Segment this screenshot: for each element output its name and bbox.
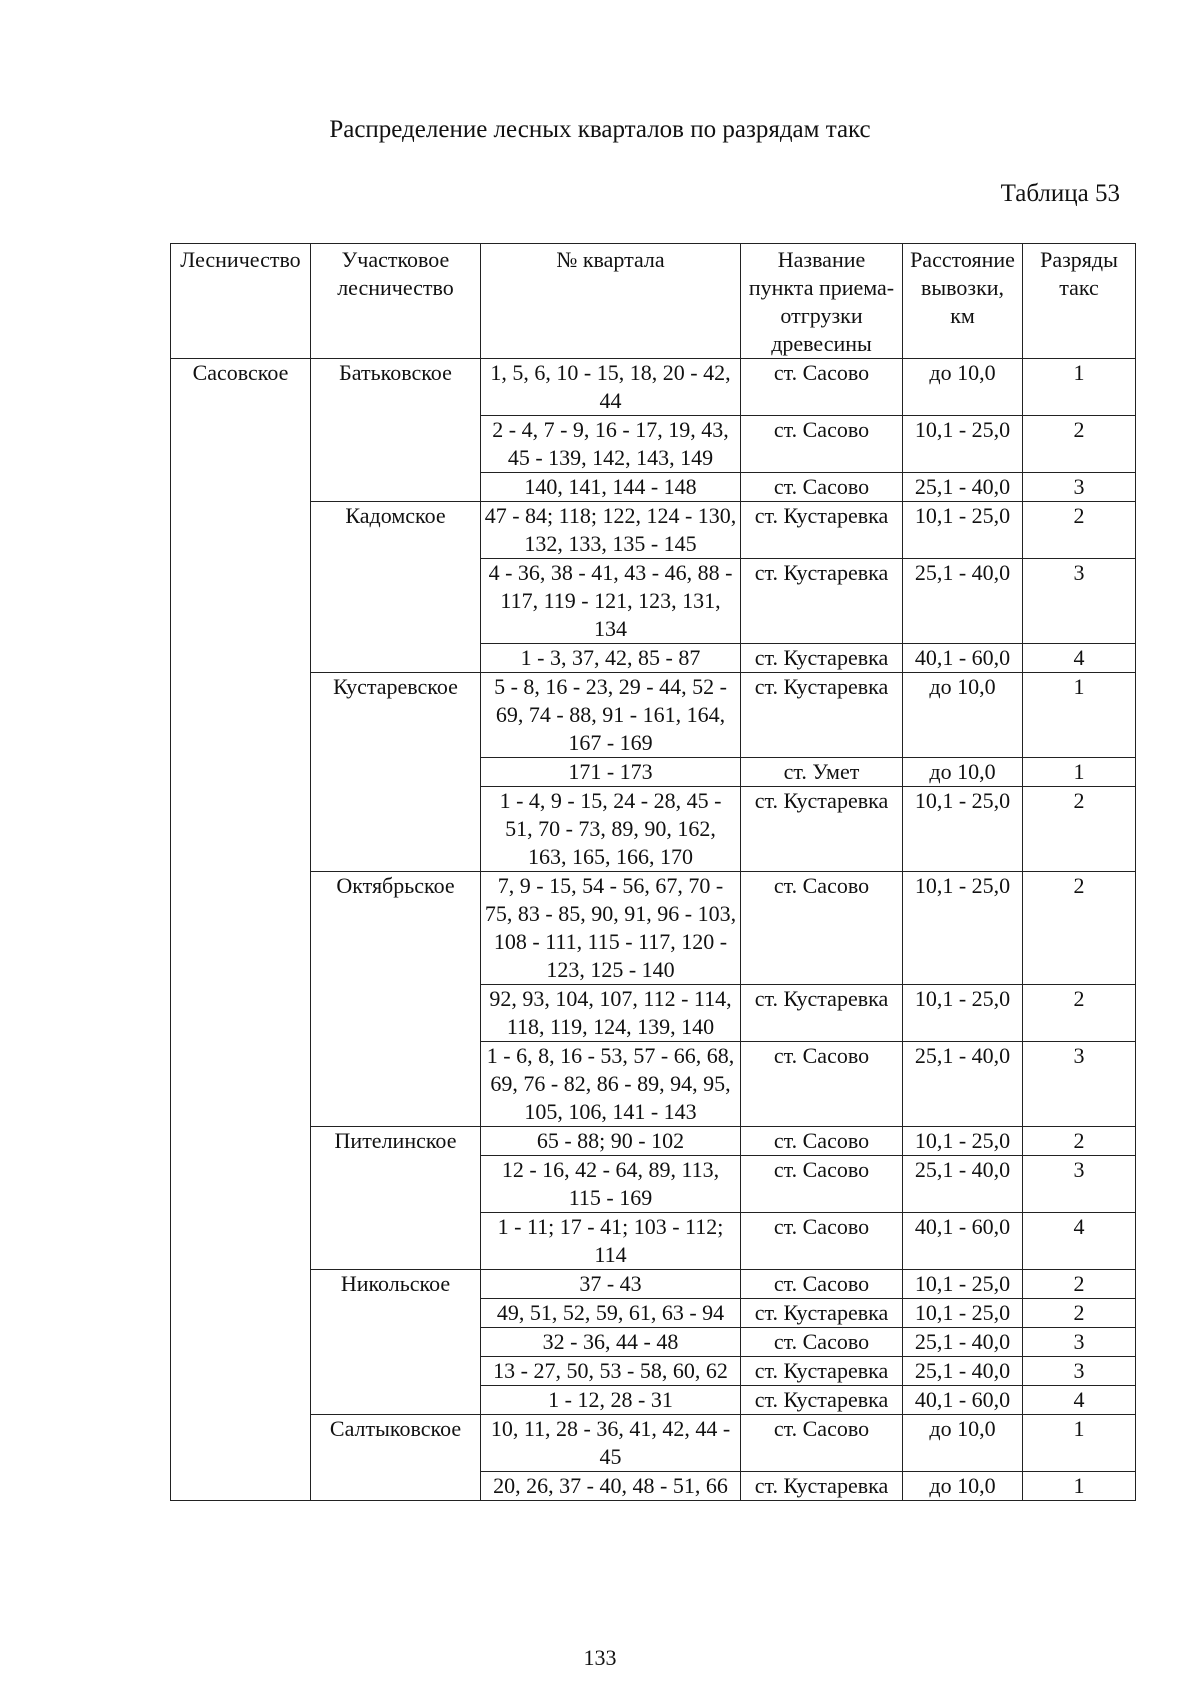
point-cell: ст. Сасово bbox=[741, 359, 903, 416]
rate-cell: 2 bbox=[1023, 787, 1136, 872]
point-cell: ст. Кустаревка bbox=[741, 1472, 903, 1501]
rate-cell: 1 bbox=[1023, 673, 1136, 758]
point-cell: ст. Кустаревка bbox=[741, 502, 903, 559]
quarters-cell: 5 - 8, 16 - 23, 29 - 44, 52 - 69, 74 - 88, 91 - 161, 164, 167 - 169 bbox=[481, 673, 741, 758]
forestry-cell: Сасовское bbox=[171, 359, 311, 1501]
rate-cell: 1 bbox=[1023, 359, 1136, 416]
rate-cell: 2 bbox=[1023, 872, 1136, 985]
table-row bbox=[171, 359, 1136, 416]
point-cell: ст. Кустаревка bbox=[741, 1357, 903, 1386]
table-row bbox=[171, 872, 1136, 985]
quarters-cell: 1 - 3, 37, 42, 85 - 87 bbox=[481, 644, 741, 673]
point-cell: ст. Кустаревка bbox=[741, 1299, 903, 1328]
quarters-cell: 2 - 4, 7 - 9, 16 - 17, 19, 43, 45 - 139, 142, 143, 149 bbox=[481, 416, 741, 473]
point-cell: ст. Сасово bbox=[741, 1270, 903, 1299]
district-cell: Салтыковское bbox=[311, 1415, 481, 1501]
point-cell: ст. Сасово bbox=[741, 1127, 903, 1156]
header-forestry: Лесничество bbox=[171, 244, 311, 359]
distance-cell: 10,1 - 25,0 bbox=[903, 416, 1023, 473]
page-number: 133 bbox=[583, 1645, 617, 1670]
quarters-cell: 92, 93, 104, 107, 112 - 114, 118, 119, 124, 139, 140 bbox=[481, 985, 741, 1042]
distance-cell: 10,1 - 25,0 bbox=[903, 985, 1023, 1042]
district-cell: Кустаревское bbox=[311, 673, 481, 872]
distance-cell: 40,1 - 60,0 bbox=[903, 1213, 1023, 1270]
distance-cell: до 10,0 bbox=[903, 1415, 1023, 1472]
quarters-cell: 1 - 12, 28 - 31 bbox=[481, 1386, 741, 1415]
distance-cell: 40,1 - 60,0 bbox=[903, 1386, 1023, 1415]
rate-cell: 2 bbox=[1023, 502, 1136, 559]
header-row bbox=[171, 244, 1136, 359]
point-cell: ст. Сасово bbox=[741, 872, 903, 985]
point-cell: ст. Сасово bbox=[741, 473, 903, 502]
rate-cell: 4 bbox=[1023, 644, 1136, 673]
table-row bbox=[171, 1415, 1136, 1472]
table-row bbox=[171, 1127, 1136, 1156]
point-cell: ст. Сасово bbox=[741, 416, 903, 473]
district-cell: Никольское bbox=[311, 1270, 481, 1415]
rate-cell: 2 bbox=[1023, 416, 1136, 473]
distance-cell: 10,1 - 25,0 bbox=[903, 1299, 1023, 1328]
quarters-cell: 140, 141, 144 - 148 bbox=[481, 473, 741, 502]
point-cell: ст. Сасово bbox=[741, 1213, 903, 1270]
rate-cell: 2 bbox=[1023, 1127, 1136, 1156]
district-cell: Кадомское bbox=[311, 502, 481, 673]
quarters-cell: 1 - 4, 9 - 15, 24 - 28, 45 - 51, 70 - 73, 89, 90, 162, 163, 165, 166, 170 bbox=[481, 787, 741, 872]
table-row bbox=[171, 502, 1136, 559]
header-point: Название пункта приема-отгрузки древесины bbox=[741, 244, 903, 359]
rate-cell: 3 bbox=[1023, 1042, 1136, 1127]
header-distance: Расстояние вывозки, км bbox=[903, 244, 1023, 359]
quarters-cell: 20, 26, 37 - 40, 48 - 51, 66 bbox=[481, 1472, 741, 1501]
distance-cell: 25,1 - 40,0 bbox=[903, 559, 1023, 644]
rate-cell: 3 bbox=[1023, 1156, 1136, 1213]
quarters-cell: 49, 51, 52, 59, 61, 63 - 94 bbox=[481, 1299, 741, 1328]
header-rate: Разряды такс bbox=[1023, 244, 1136, 359]
point-cell: ст. Умет bbox=[741, 758, 903, 787]
point-cell: ст. Кустаревка bbox=[741, 559, 903, 644]
distance-cell: 25,1 - 40,0 bbox=[903, 1156, 1023, 1213]
rate-cell: 3 bbox=[1023, 473, 1136, 502]
rate-cell: 2 bbox=[1023, 1299, 1136, 1328]
rate-cell: 3 bbox=[1023, 559, 1136, 644]
rate-cell: 2 bbox=[1023, 1270, 1136, 1299]
quarters-cell: 10, 11, 28 - 36, 41, 42, 44 - 45 bbox=[481, 1415, 741, 1472]
rate-cell: 1 bbox=[1023, 1472, 1136, 1501]
point-cell: ст. Кустаревка bbox=[741, 644, 903, 673]
distance-cell: 10,1 - 25,0 bbox=[903, 787, 1023, 872]
quarters-cell: 4 - 36, 38 - 41, 43 - 46, 88 - 117, 119 - 121, 123, 131, 134 bbox=[481, 559, 741, 644]
quarters-cell: 7, 9 - 15, 54 - 56, 67, 70 - 75, 83 - 85, 90, 91, 96 - 103, 108 - 111, 115 - 117, 120 - 123, 125 - 140 bbox=[481, 872, 741, 985]
distance-cell: 10,1 - 25,0 bbox=[903, 872, 1023, 985]
district-cell: Октябрьское bbox=[311, 872, 481, 1127]
quarters-cell: 47 - 84; 118; 122, 124 - 130, 132, 133, 135 - 145 bbox=[481, 502, 741, 559]
rate-cell: 2 bbox=[1023, 985, 1136, 1042]
rate-cell: 1 bbox=[1023, 1415, 1136, 1472]
point-cell: ст. Кустаревка bbox=[741, 985, 903, 1042]
distance-cell: до 10,0 bbox=[903, 673, 1023, 758]
table-row bbox=[171, 673, 1136, 758]
quarters-cell: 171 - 173 bbox=[481, 758, 741, 787]
point-cell: ст. Сасово bbox=[741, 1328, 903, 1357]
table-body bbox=[171, 359, 1136, 1501]
point-cell: ст. Кустаревка bbox=[741, 673, 903, 758]
district-cell: Батьковское bbox=[311, 359, 481, 502]
distance-cell: 25,1 - 40,0 bbox=[903, 1328, 1023, 1357]
rate-cell: 3 bbox=[1023, 1328, 1136, 1357]
table-row bbox=[171, 1270, 1136, 1299]
header-quarters: № квартала bbox=[481, 244, 741, 359]
quarters-cell: 1 - 11; 17 - 41; 103 - 112; 114 bbox=[481, 1213, 741, 1270]
point-cell: ст. Сасово bbox=[741, 1156, 903, 1213]
rate-cell: 4 bbox=[1023, 1386, 1136, 1415]
point-cell: ст. Кустаревка bbox=[741, 787, 903, 872]
point-cell: ст. Сасово bbox=[741, 1042, 903, 1127]
distance-cell: 25,1 - 40,0 bbox=[903, 1042, 1023, 1127]
timber-rate-table bbox=[170, 243, 1136, 1501]
table-label: Таблица 53 bbox=[1000, 180, 1120, 207]
distance-cell: 10,1 - 25,0 bbox=[903, 1127, 1023, 1156]
rate-cell: 4 bbox=[1023, 1213, 1136, 1270]
quarters-cell: 1, 5, 6, 10 - 15, 18, 20 - 42, 44 bbox=[481, 359, 741, 416]
distance-cell: до 10,0 bbox=[903, 758, 1023, 787]
point-cell: ст. Кустаревка bbox=[741, 1386, 903, 1415]
distance-cell: 10,1 - 25,0 bbox=[903, 1270, 1023, 1299]
quarters-cell: 65 - 88; 90 - 102 bbox=[481, 1127, 741, 1156]
distance-cell: 25,1 - 40,0 bbox=[903, 1357, 1023, 1386]
header-district: Участковое лесничество bbox=[311, 244, 481, 359]
quarters-cell: 12 - 16, 42 - 64, 89, 113, 115 - 169 bbox=[481, 1156, 741, 1213]
quarters-cell: 32 - 36, 44 - 48 bbox=[481, 1328, 741, 1357]
distance-cell: 10,1 - 25,0 bbox=[903, 502, 1023, 559]
page-title: Распределение лесных кварталов по разрядам такс bbox=[329, 116, 871, 143]
district-cell: Пителинское bbox=[311, 1127, 481, 1270]
quarters-cell: 1 - 6, 8, 16 - 53, 57 - 66, 68, 69, 76 - 82, 86 - 89, 94, 95, 105, 106, 141 - 143 bbox=[481, 1042, 741, 1127]
point-cell: ст. Сасово bbox=[741, 1415, 903, 1472]
rate-cell: 3 bbox=[1023, 1357, 1136, 1386]
distance-cell: до 10,0 bbox=[903, 359, 1023, 416]
quarters-cell: 13 - 27, 50, 53 - 58, 60, 62 bbox=[481, 1357, 741, 1386]
distance-cell: 25,1 - 40,0 bbox=[903, 473, 1023, 502]
distance-cell: 40,1 - 60,0 bbox=[903, 644, 1023, 673]
distance-cell: до 10,0 bbox=[903, 1472, 1023, 1501]
quarters-cell: 37 - 43 bbox=[481, 1270, 741, 1299]
rate-cell: 1 bbox=[1023, 758, 1136, 787]
